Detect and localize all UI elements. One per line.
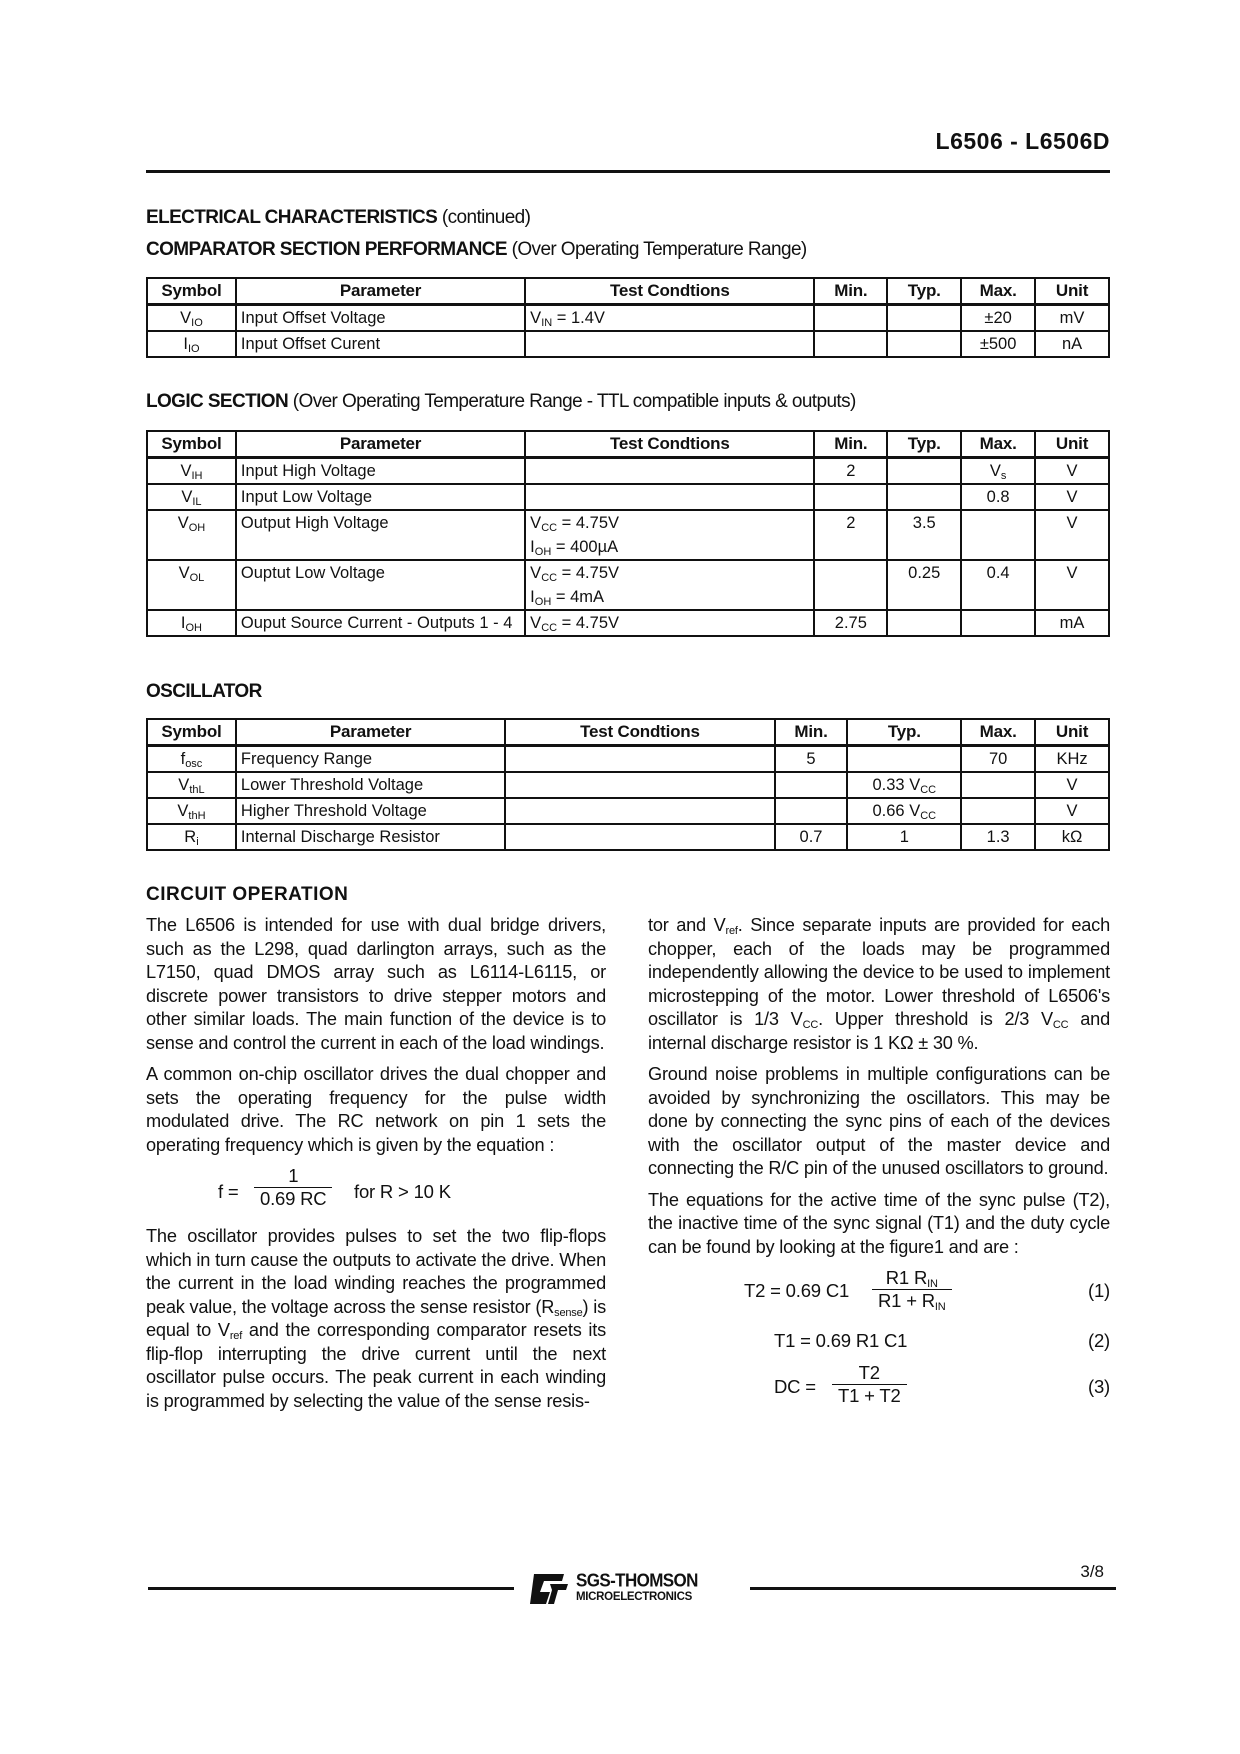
col-typ: Typ.: [847, 719, 961, 746]
table-header-row: [147, 719, 1109, 746]
col-unit: Unit: [1035, 431, 1109, 458]
min-cell: 5: [775, 746, 848, 773]
max-cell: [961, 798, 1035, 824]
eq2: T1 = 0.69 R1 C1: [774, 1330, 908, 1351]
col-unit: Unit: [1035, 278, 1109, 305]
parameter-cell: Lower Threshold Voltage: [236, 772, 505, 798]
table-row: [147, 560, 1109, 610]
symbol-cell: $V_{IH}$: [147, 458, 236, 485]
test-cell: [505, 746, 774, 773]
unit-cell: V: [1035, 484, 1109, 510]
unit-cell: mA: [1035, 610, 1109, 636]
typ-cell: 0.66 $V_{CC}$: [847, 798, 961, 824]
unit-cell: kΩ: [1035, 824, 1109, 850]
min-cell: [814, 305, 887, 332]
unit-cell: V: [1035, 458, 1109, 485]
eq1-fraction: R1 $R_{IN}$ $R1 + R_{IN}$: [872, 1267, 952, 1312]
col-symbol: Symbol: [147, 719, 236, 746]
col-parameter: Parameter: [236, 278, 525, 305]
test-cell: $V_{CC} = 4.75V$: [525, 610, 814, 636]
parameter-cell: Output High Voltage: [236, 510, 525, 560]
footer-rule-left: [148, 1587, 514, 1590]
test-cell: [505, 824, 774, 850]
paragraph-ground-noise: Ground noise problems in multiple configurations can be avoided by synchronizing the oscillators. This may be done by connecting the sync pins of each of the devices with the oscillator output of the master device and connecting the R/C pin of the unused oscillators to ground.: [648, 1064, 1110, 1178]
col-symbol: Symbol: [147, 278, 236, 305]
left-column: [146, 914, 606, 1421]
header-rule: [146, 170, 1110, 173]
typ-cell: [847, 746, 961, 773]
logic-section-heading: LOGIC SECTION (Over Operating Temperature Range - TTL compatible inputs & outputs): [146, 391, 856, 412]
paragraph-intro: The L6506 is intended for use with dual bridge drivers, such as the L298, quad darlington arrays, such as the L7150, quad DMOS array such as L6114-L6115, or discrete power transistors to drive stepper motors and other similar loads. The main function of the device is to sense and control the current in each of the load windings.: [146, 915, 606, 1053]
table-row: [147, 798, 1109, 824]
company-division: MICROELECTRONICS: [576, 1591, 692, 1603]
frequency-equation: f = $\frac{1}{0.69 RC}$ for R > 10 K: [218, 1165, 451, 1209]
max-cell: ±500: [961, 331, 1035, 357]
max-cell: [961, 610, 1035, 636]
min-cell: [814, 331, 887, 357]
symbol-cell: $V_{OH}$: [147, 510, 236, 560]
typ-cell: [887, 458, 961, 485]
parameter-cell: Input Offset Curent: [236, 331, 525, 357]
page-number: 3/8: [1080, 1562, 1104, 1581]
symbol-cell: $I_{OH}$: [147, 610, 236, 636]
test-cell: $V_{CC} = 4.75V$ $I_{OH} = 4mA$: [525, 560, 814, 610]
table-row: [147, 746, 1109, 773]
typ-cell: 3.5: [887, 510, 961, 560]
max-cell: 0.8: [961, 484, 1035, 510]
col-test: Test Condtions: [525, 278, 814, 305]
sync-equations: [648, 1267, 1110, 1447]
col-symbol: Symbol: [147, 431, 236, 458]
eq1-lhs: T2 = 0.69 C1: [744, 1280, 850, 1301]
table-row: [147, 305, 1109, 332]
min-cell: [814, 484, 887, 510]
typ-cell: [887, 331, 961, 357]
table-row: [147, 610, 1109, 636]
oscillator-heading: OSCILLATOR: [146, 681, 262, 702]
col-parameter: Parameter: [236, 431, 525, 458]
typ-cell: 1: [847, 824, 961, 850]
parameter-cell: Input Offset Voltage: [236, 305, 525, 332]
col-max: Max.: [961, 431, 1035, 458]
eq3-fraction: $\frac{T2}{T1 + T2}$: [832, 1362, 907, 1407]
max-cell: [961, 772, 1035, 798]
test-cell: $V_{CC} = 4.75V$ $I_{OH} = 400\mu A$: [525, 510, 814, 560]
parameter-cell: Ouptut Low Voltage: [236, 560, 525, 610]
unit-cell: mV: [1035, 305, 1109, 332]
table-header-row: [147, 431, 1109, 458]
unit-cell: V: [1035, 510, 1109, 560]
min-cell: 2.75: [814, 610, 887, 636]
symbol-cell: $V_{IO}$: [147, 305, 236, 332]
paragraph-equations: The equations for the active time of the sync pulse (T2), the inactive time of the sync signal (T1) and the duty cycle can be found by looking at the figure1 and are :: [648, 1189, 1110, 1257]
parameter-cell: Higher Threshold Voltage: [236, 798, 505, 824]
symbol-cell: $V_{thL}$: [147, 772, 236, 798]
footer-rule-right: [750, 1587, 1116, 1590]
logic-table: [146, 430, 1110, 637]
typ-cell: 0.25: [887, 560, 961, 610]
unit-cell: V: [1035, 772, 1109, 798]
min-cell: 0.7: [775, 824, 848, 850]
max-cell: [961, 510, 1035, 560]
unit-cell: V: [1035, 560, 1109, 610]
comparator-heading: COMPARATOR SECTION PERFORMANCE (Over Operating Temperature Range): [146, 239, 807, 260]
test-cell: [525, 458, 814, 485]
parameter-cell: Input High Voltage: [236, 458, 525, 485]
col-max: Max.: [961, 719, 1035, 746]
test-cell: $V_{IN} = 1.4V$: [525, 305, 814, 332]
min-cell: [775, 798, 848, 824]
max-cell: 1.3: [961, 824, 1035, 850]
st-logo: [528, 1572, 728, 1606]
max-cell: 70: [961, 746, 1035, 773]
symbol-cell: $f_{osc}$: [147, 746, 236, 773]
parameter-cell: Frequency Range: [236, 746, 505, 773]
min-cell: 2: [814, 510, 887, 560]
typ-cell: [887, 305, 961, 332]
unit-cell: V: [1035, 798, 1109, 824]
test-cell: [525, 484, 814, 510]
col-min: Min.: [775, 719, 848, 746]
document-title: L6506 - L6506D: [935, 128, 1110, 154]
paragraph-oscillator: A common on-chip oscillator drives the dual chopper and sets the operating frequency for the pulse width modulated drive. The RC network on pin 1 sets the operating frequency which is given by the equation :: [146, 1064, 606, 1155]
col-typ: Typ.: [887, 431, 961, 458]
comparator-table: [146, 277, 1110, 358]
test-cell: [505, 772, 774, 798]
col-unit: Unit: [1035, 719, 1109, 746]
circuit-operation-heading: CIRCUIT OPERATION: [146, 884, 349, 905]
min-cell: [775, 772, 848, 798]
eq1-number: (1): [1087, 1280, 1110, 1301]
col-min: Min.: [814, 278, 887, 305]
min-cell: 2: [814, 458, 887, 485]
unit-cell: KHz: [1035, 746, 1109, 773]
typ-cell: [887, 610, 961, 636]
col-test: Test Condtions: [505, 719, 774, 746]
oscillator-table: [146, 718, 1110, 851]
col-max: Max.: [961, 278, 1035, 305]
paragraph-vref: tor and $V_{ref}$. Since separate inputs are provided for each chopper, each of the loads may be programmed independently allowing the device to be used to implement microstepping of the motor. Lower threshold of L6506's oscillator is 1/3 $V_{CC}$. Upper threshold is 2/3 $V_{CC}$ and internal discharge resistor is 1 KΩ ± 30 %.: [648, 915, 1110, 1053]
eq2-number: (2): [1087, 1330, 1110, 1351]
company-name: SGS-THOMSON: [576, 1570, 698, 1591]
symbol-cell: $R_i$: [147, 824, 236, 850]
symbol-cell: $I_{IO}$: [147, 331, 236, 357]
test-cell: [505, 798, 774, 824]
symbol-cell: $V_{OL}$: [147, 560, 236, 610]
paragraph-pulses: The oscillator provides pulses to set the two flip-flops which in turn cause the outputs to activate the drive. When the current in the load winding reaches the programmed peak value, the voltage across the sense resistor $(R_{sense})$ is equal to $V_{ref}$ and the corresponding comparator resets its flip-flop interrupting the drive current until the next oscillator pulse occurs. The peak current in each winding is programmed by selecting the value of the sense resis-: [146, 1226, 607, 1411]
table-row: [147, 772, 1109, 798]
typ-cell: 0.33 $V_{CC}$: [847, 772, 961, 798]
table-row: [147, 484, 1109, 510]
max-cell: 0.4: [961, 560, 1035, 610]
col-parameter: Parameter: [236, 719, 505, 746]
parameter-cell: Ouput Source Current - Outputs 1 - 4: [236, 610, 525, 636]
max-cell: ±20: [961, 305, 1035, 332]
unit-cell: nA: [1035, 331, 1109, 357]
table-row: [147, 331, 1109, 357]
right-column: [648, 914, 1110, 1447]
table-header-row: [147, 278, 1109, 305]
symbol-cell: $V_{IL}$: [147, 484, 236, 510]
symbol-cell: $V_{thH}$: [147, 798, 236, 824]
test-cell: [525, 331, 814, 357]
col-min: Min.: [814, 431, 887, 458]
typ-cell: [887, 484, 961, 510]
col-test: Test Condtions: [525, 431, 814, 458]
table-row: [147, 824, 1109, 850]
eq3-number: (3): [1087, 1376, 1110, 1397]
eq3-lhs: DC =: [774, 1376, 816, 1397]
table-row: [147, 510, 1109, 560]
parameter-cell: Input Low Voltage: [236, 484, 525, 510]
min-cell: [814, 560, 887, 610]
table-row: [147, 458, 1109, 485]
max-cell: $V_s$: [961, 458, 1035, 485]
col-typ: Typ.: [887, 278, 961, 305]
parameter-cell: Internal Discharge Resistor: [236, 824, 505, 850]
electrical-characteristics-heading: ELECTRICAL CHARACTERISTICS (continued): [146, 207, 531, 228]
